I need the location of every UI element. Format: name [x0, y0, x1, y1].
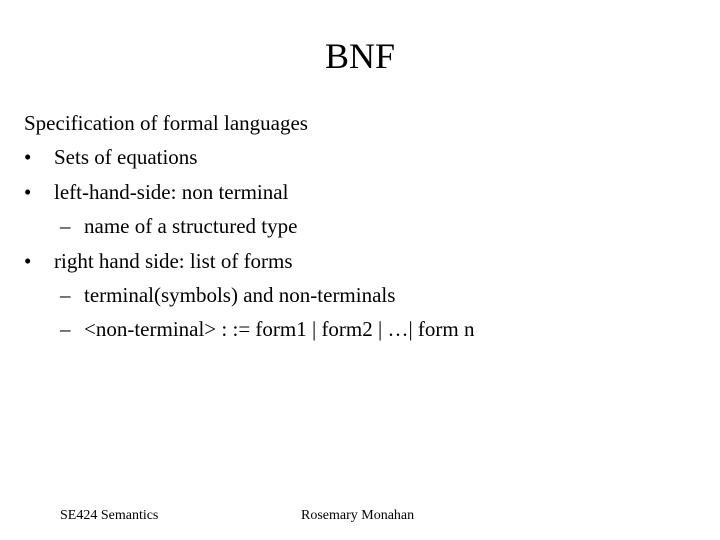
list-item-text: Sets of equations [54, 145, 198, 170]
dash-marker: – [60, 317, 71, 342]
list-item-text: left-hand-side: non terminal [54, 179, 289, 204]
bullet-marker: • [24, 145, 32, 170]
dash-marker: – [60, 214, 71, 239]
slide-body [24, 106, 704, 347]
sub-list-item [24, 209, 704, 243]
sub-list-item-text: name of a structured type [84, 214, 298, 239]
sub-list-item [24, 312, 704, 346]
list-item [24, 175, 704, 209]
list-item [24, 244, 704, 278]
dash-marker: – [60, 283, 71, 308]
sub-list-item-text: <non-terminal> : := form1 | form2 | …| form n [84, 317, 475, 342]
slide-title: BNF [324, 36, 396, 76]
bullet-marker: • [24, 248, 32, 273]
footer-course: SE424 Semantics [60, 508, 159, 523]
list-item-text: right hand side: list of forms [54, 248, 293, 273]
sub-list-item-text: terminal(symbols) and non-terminals [84, 283, 396, 308]
sub-list-item [24, 278, 704, 312]
bullet-marker: • [24, 179, 32, 204]
footer-author: Rosemary Monahan [301, 508, 415, 523]
intro-line: Specification of formal languages [24, 111, 308, 135]
list-item [24, 140, 704, 174]
